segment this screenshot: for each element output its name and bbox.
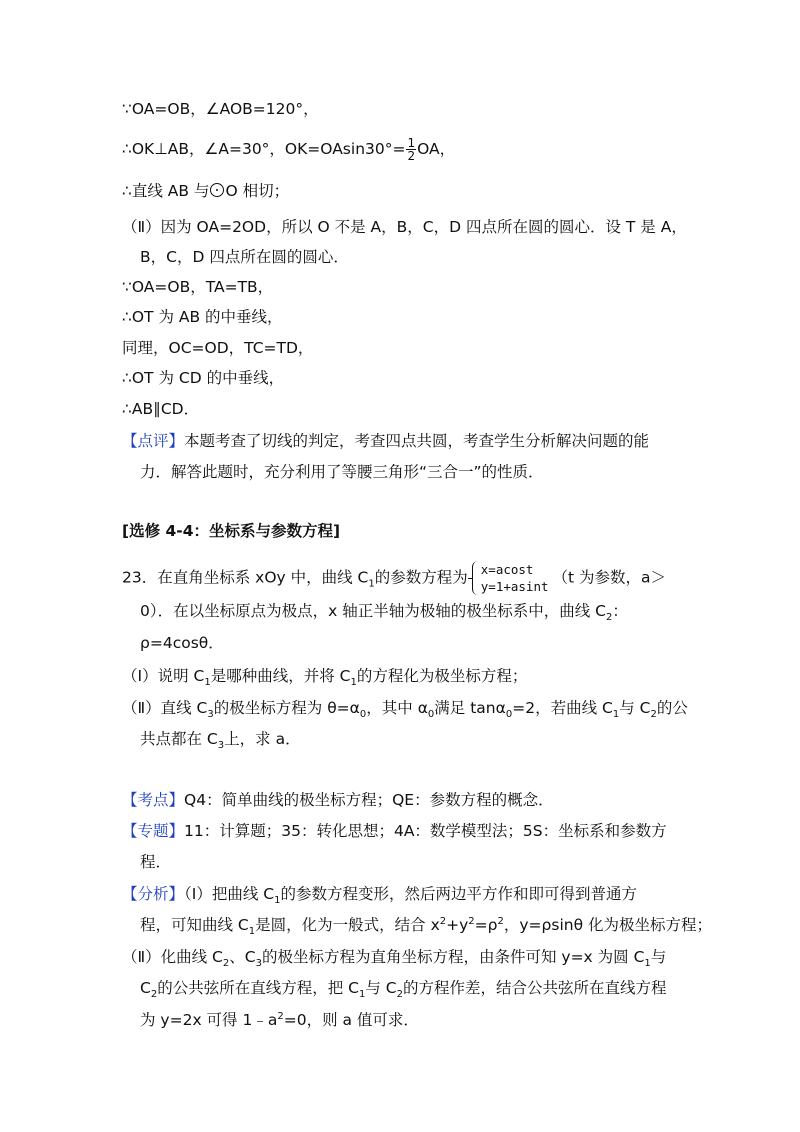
text-line: （Ⅱ）化曲线 $C_2$、$C_3$的极坐标方程为直角坐标方程，由条件可知 y=x 为圆 $C_1$与	[122, 948, 667, 970]
text-line: （Ⅱ）直线 $C_3$的极坐标方程为 $\theta=\alpha_0$，其中 $\alpha_0$满足 tanα$_0$=2，若曲线 $C_1$与 $C_2$的公	[122, 699, 688, 721]
text-line: ∵OA=OB，∠AOB=120°，	[122, 100, 319, 118]
text-line: ∴直线 AB 与 O 相切；	[122, 182, 290, 200]
text-line: ∴AB∥CD．	[122, 400, 200, 418]
section-heading: [选修 4-4：坐标系与参数方程]	[122, 522, 341, 540]
text-line: 为 y=2x 可得 $1﹣a^2=0$，则 a 值可求．	[140, 1010, 419, 1029]
equation-system: x=acost y=1+asint	[472, 561, 549, 595]
text-line: 同理，OC=OD，TC=TD，	[122, 339, 314, 357]
knowledge-tag: 【考点】	[122, 791, 185, 809]
text-line: 【考点】Q4：简单曲线的极坐标方程；QE：参数方程的概念．	[122, 791, 554, 809]
comment-paragraph: 【点评】本题考查了切线的判定，考查四点共圆，考查学生分析解决问题的能	[122, 432, 650, 450]
text-line: 程，可知曲线 $C_1$是圆，化为一般式，结合 $x^2+y^2=\rho^2$，y=ρsinθ 化为极坐标方程；	[140, 915, 712, 938]
text-line: $C_2$的公共弦所在直线方程，把 $C_1$与 $C_2$的方程作差，结合公共弦所在直线方程	[140, 979, 667, 1001]
comment-tag: 【点评】	[122, 432, 185, 450]
text-line: ρ=4cosθ．	[140, 634, 224, 652]
text-line: B，C，D 四点所在圆的圆心．	[140, 248, 349, 266]
circle-dot-icon	[210, 183, 224, 197]
text-line: （Ⅱ）因为 OA=2OD，所以 O 不是 A，B，C，D 四点所在圆的圆心．设 T 是 A，	[122, 218, 687, 236]
question-text: 23．在直角坐标系 xOy 中，曲线 $C_1$的参数方程为 x=acost y=1+asint （t 为参数，a＞	[122, 562, 667, 594]
text-line: ∴OT 为 CD 的中垂线，	[122, 369, 285, 387]
fraction: $\frac{1}{2}$	[407, 136, 416, 163]
text-line: ∴OT 为 AB 的中垂线，	[122, 308, 283, 326]
brace-icon	[472, 561, 480, 595]
text-line: ∵OA=OB，TA=TB，	[122, 278, 274, 296]
text-line: 力．解答此题时，充分利用了等腰三角形“三合一”的性质．	[140, 463, 544, 481]
text-line: 0）．在以坐标原点为极点，x 轴正半轴为极轴的极坐标系中，曲线 $C_2$：	[140, 602, 628, 624]
topic-tag: 【专题】	[122, 822, 185, 840]
text-line: ∴OK⊥AB，∠A=30°，OK=OAsin30°= $\frac{1}{2}$ OA，	[122, 136, 456, 163]
text-line: （Ⅰ）说明 $C_1$是哪种曲线，并将 $C_1$的方程化为极坐标方程；	[122, 667, 528, 689]
text-line: 程．	[140, 853, 172, 871]
text-line: 【分析】（Ⅰ）把曲线 $C_1$的参数方程变形，然后两边平方作和即可得到普通方	[122, 885, 637, 907]
analysis-tag: 【分析】	[122, 885, 185, 903]
text-line: 共点都在 $C_3$上，求 a．	[140, 730, 301, 752]
text-line: 【专题】11：计算题；35：转化思想；4A：数学模型法；5S：坐标系和参数方	[122, 822, 667, 840]
